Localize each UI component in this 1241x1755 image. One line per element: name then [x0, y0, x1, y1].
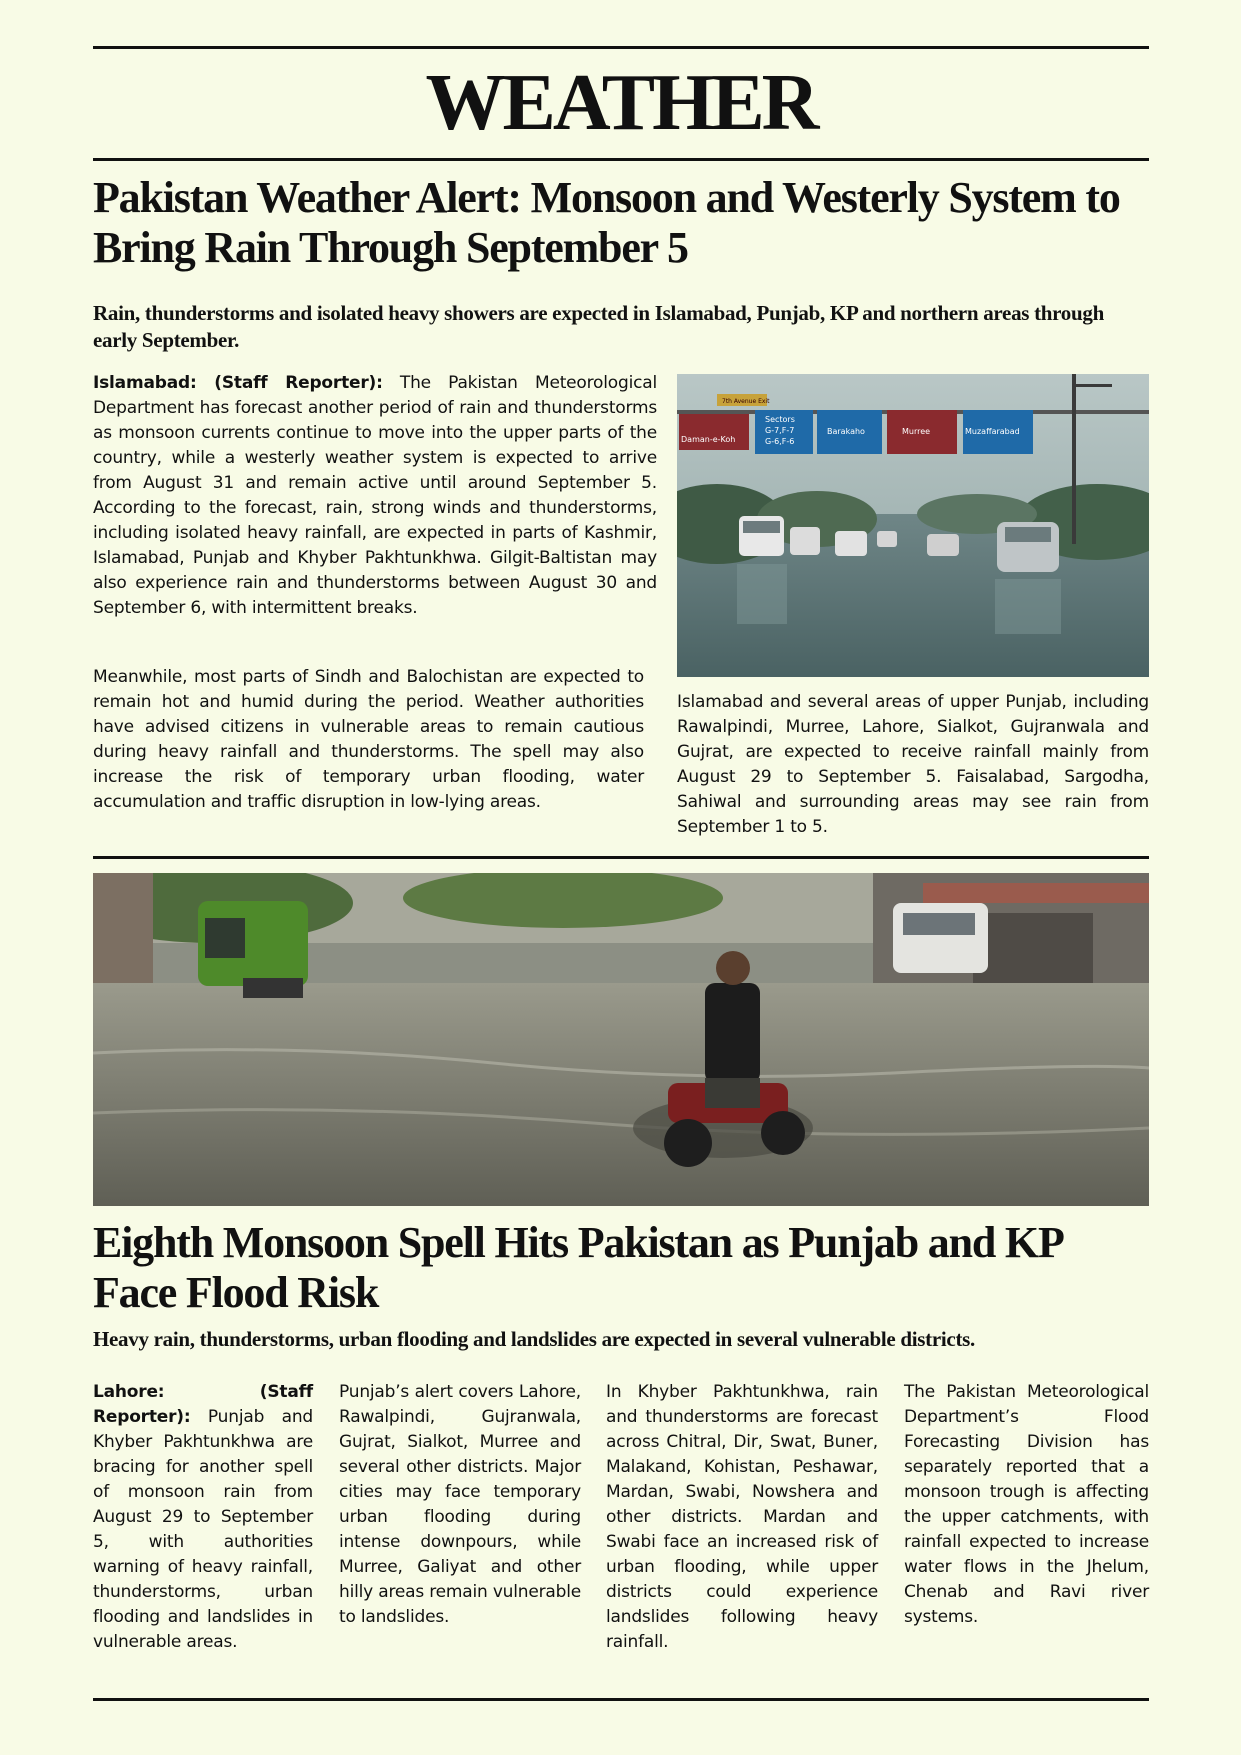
islamabad-rain-photo: [677, 374, 1149, 677]
story1-deck: Rain, thunderstorms and isolated heavy showers are expected in Islamabad, Punjab, KP and northern areas through early September.: [93, 301, 1104, 352]
photo-sign-sectors-3: G-6,F-6: [765, 437, 795, 446]
mid-rule: [93, 856, 1149, 859]
story2-dateline: Lahore: (Staff Reporter):: [93, 1382, 313, 1427]
newspaper-page: [93, 0, 1149, 1755]
photo-sign-tag: 7th Avenue Exit: [722, 398, 770, 405]
story1-para1-text: The Pakistan Meteorological Department has forecast another period of rain and thunderstorms as monsoon currents continue to move into the upper parts of the country, while a westerly weather system is expected to arrive from August 31 and remain active until around September 5. According to the forecast, rain, strong winds and thunderstorms, including isolated heavy rainfall, are expected in parts of Kashmir, Islamabad, Punjab and Khyber Pakhtunkhwa. Gilgit-Baltistan may also experience rain and thunderstorms between August 30 and September 6, with intermittent breaks.: [93, 373, 657, 618]
masthead-rule: [93, 158, 1149, 161]
story2-col2: Punjab’s alert covers Lahore, Rawalpindi, Gujranwala, Gujrat, Sialkot, Murree and several other districts. Major cities may face temporary urban flooding during intense downpours, while Murree, Galiyat and other hilly areas remain vulnerable to landslides.: [339, 1382, 581, 1627]
story2-col1-text: Punjab and Khyber Pakhtunkhwa are bracing for another spell of monsoon rain from August 29 to September 5, with authorities warning of heavy rainfall, thunderstorms, urban flooding and landslides in vulnerable areas.: [93, 1407, 313, 1652]
story2-col3: In Khyber Pakhtunkhwa, rain and thunderstorms are forecast across Chitral, Dir, Swat, Buner, Malakand, Kohistan, Peshawar, Mardan, Swabi, Nowshera and other districts. Mardan and Swabi face an increased risk of urban flooding, while upper districts could experience landslides following heavy rainfall.: [606, 1382, 878, 1652]
photo-sign-daman: Daman-e-Koh: [681, 435, 736, 444]
photo-sign-murree: Murree: [902, 427, 931, 436]
photo-sign-sectors-2: G-7,F-7: [765, 426, 795, 435]
photo-sign-sectors: Sectors: [765, 415, 795, 424]
section-masthead: WEATHER: [425, 59, 817, 147]
bottom-rule: [93, 1698, 1149, 1701]
story1-para2: Meanwhile, most parts of Sindh and Balochistan are expected to remain hot and humid during the period. Weather authorities have advised citizens in vulnerable areas to remain cautious during heavy rainfall and thunderstorms. The spell may also increase the risk of temporary urban flooding, water accumulation and traffic disruption in low-lying areas.: [93, 667, 644, 812]
top-rule: [93, 46, 1149, 49]
story2-headline: Eighth Monsoon Spell Hits Pakistan as Punjab and KP Face Flood Risk: [93, 1218, 1062, 1317]
story2-col4: The Pakistan Meteorological Department’s Flood Forecasting Division has separately reported that a monsoon trough is affecting the upper catchments, with rainfall expected to increase water flows in the Jhelum, Chenab and Ravi river systems.: [904, 1382, 1149, 1627]
photo-sign-muzaffarabad: Muzaffarabad: [965, 427, 1020, 436]
story1-dateline: Islamabad: (Staff Reporter):: [93, 373, 383, 393]
story1-headline: Pakistan Weather Alert: Monsoon and Westerly System to Bring Rain Through September 5: [93, 173, 1120, 272]
story1-para3: Islamabad and several areas of upper Punjab, including Rawalpindi, Murree, Lahore, Sialkot, Gujranwala and Gujrat, are expected to receive rainfall mainly from August 29 to September 5. Faisalabad, Sargodha, Sahiwal and surrounding areas may see rain from September 1 to 5.: [677, 692, 1149, 837]
photo-sign-barakaho: Barakaho: [827, 427, 865, 436]
story1-para1: [93, 371, 657, 621]
story2-col1: [93, 1380, 313, 1655]
story2-deck: Heavy rain, thunderstorms, urban flooding and landslides are expected in several vulnerable districts.: [93, 1327, 975, 1351]
lahore-flood-photo: [93, 873, 1149, 1206]
